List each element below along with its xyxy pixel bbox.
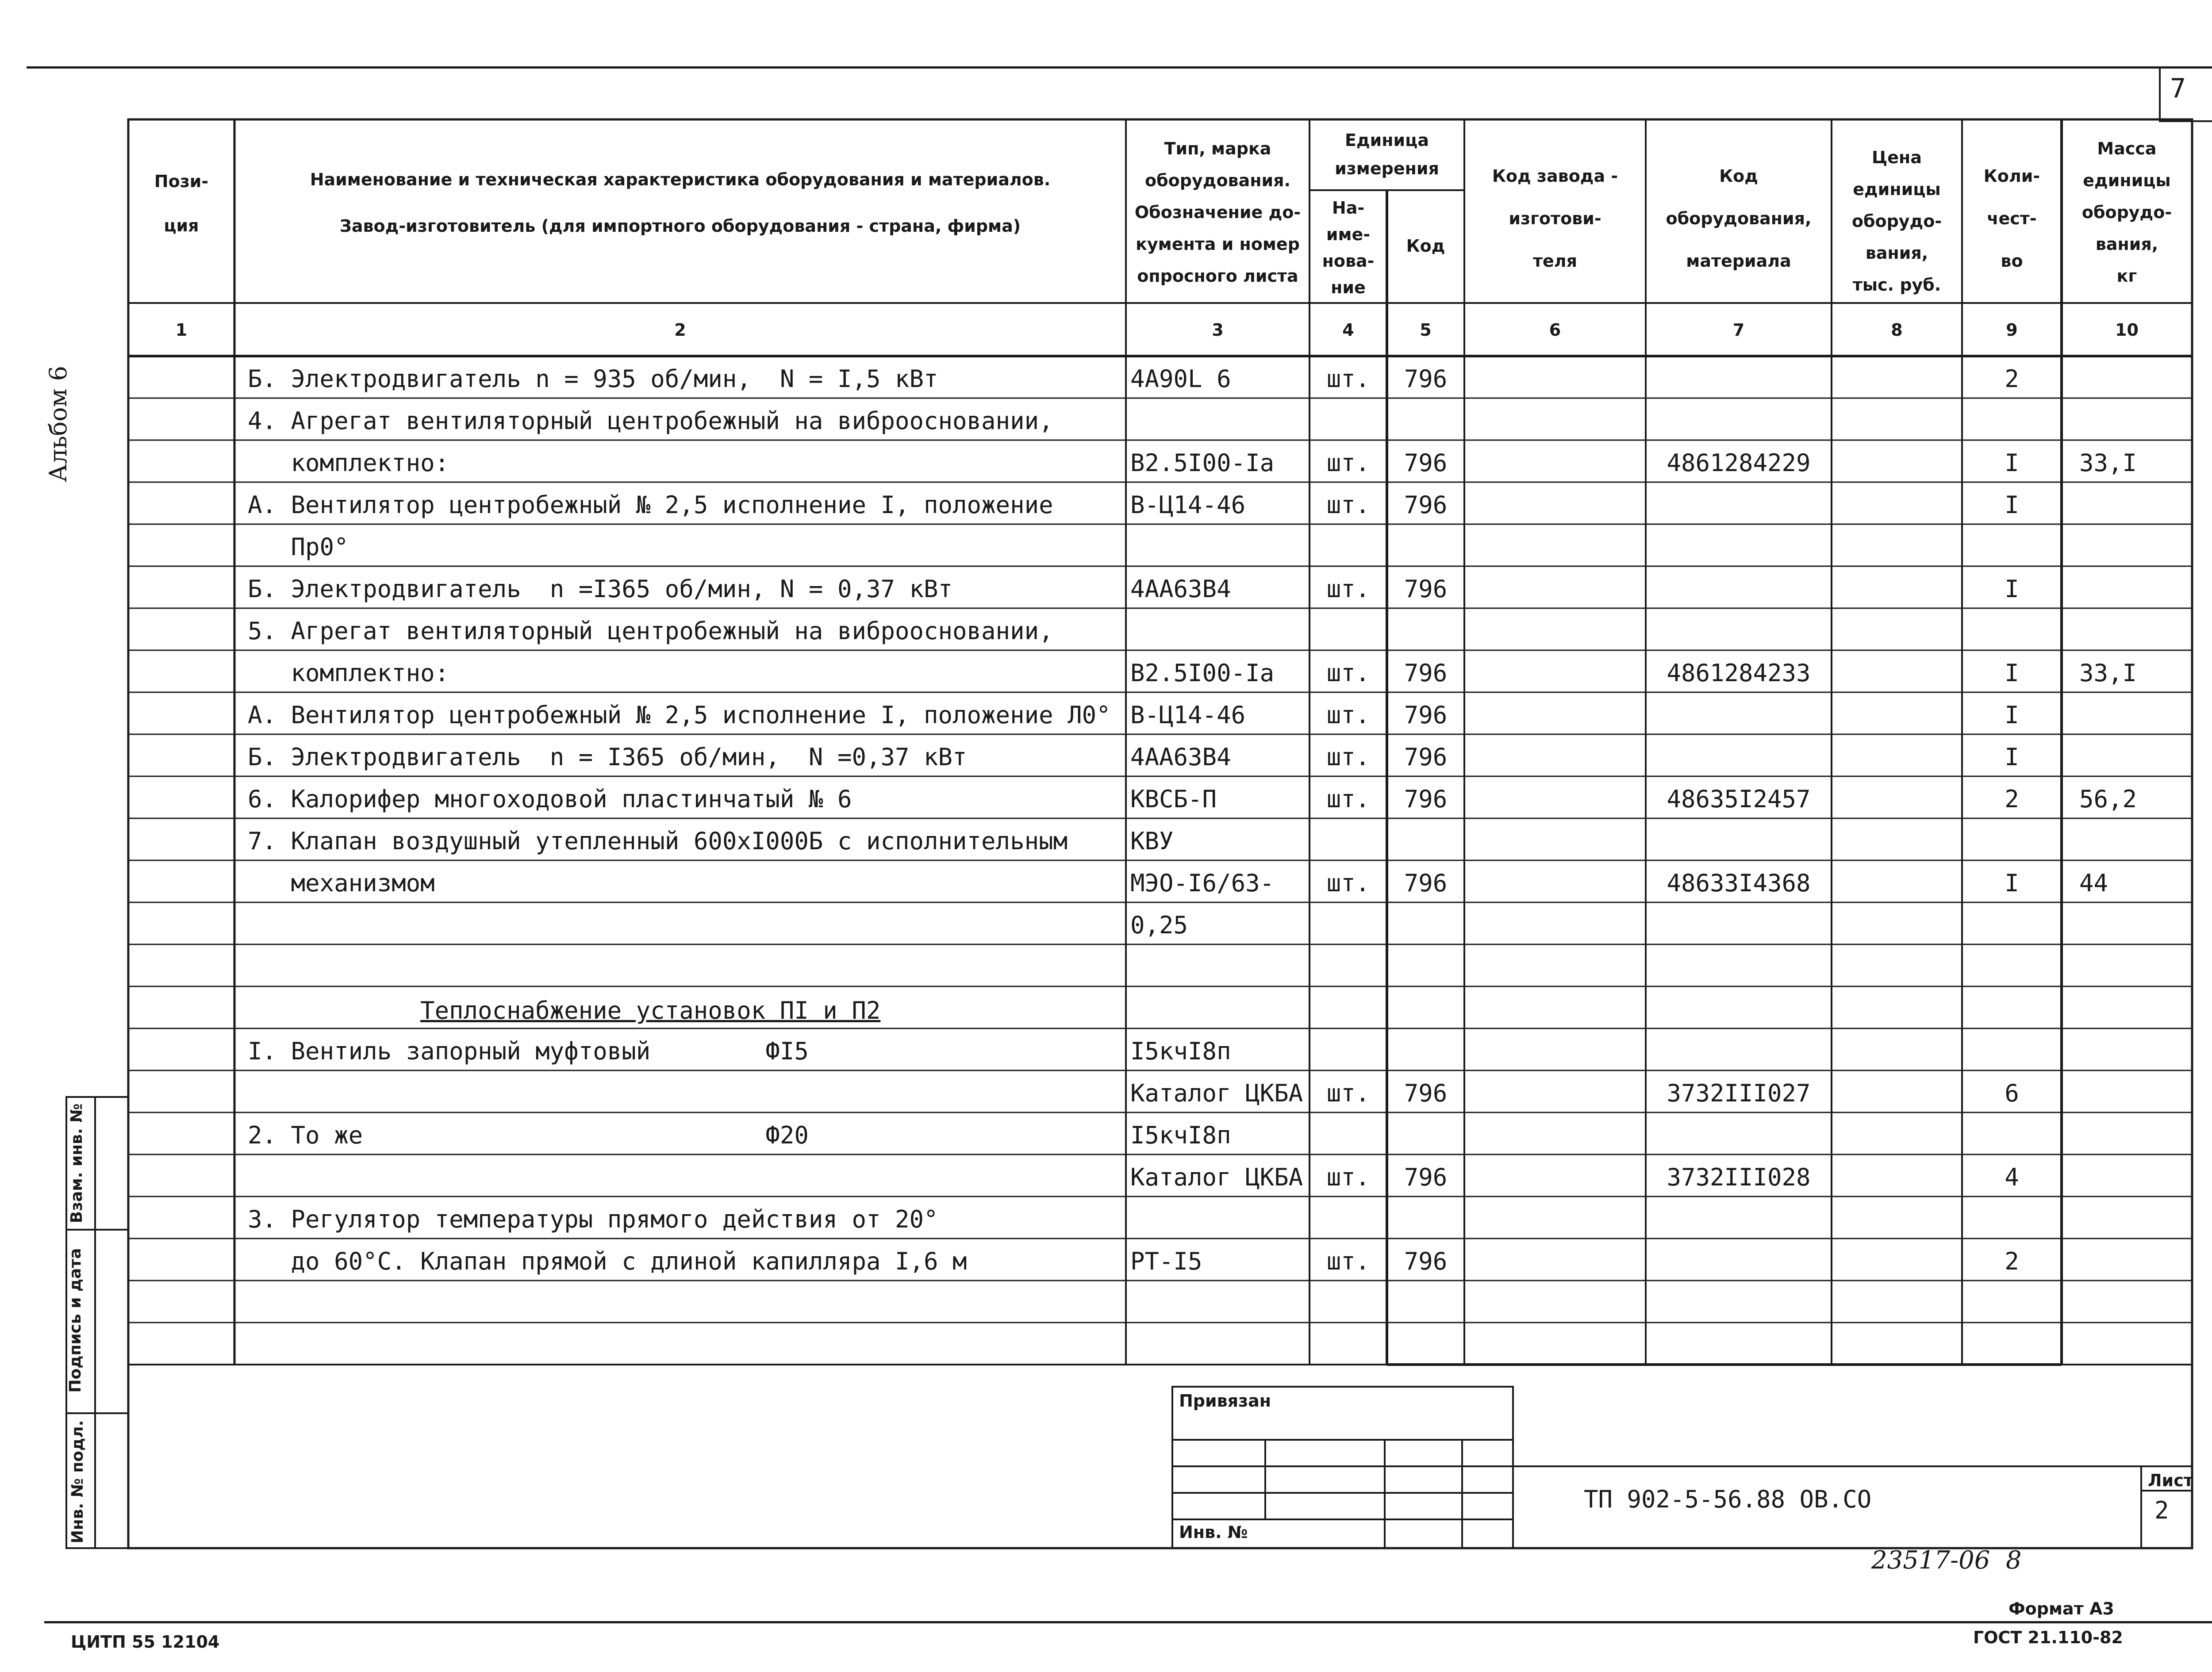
cell-name: 5. Агрегат вентиляторный центробежный на виброосновании, (248, 617, 1053, 645)
column-number-1: 1 (175, 320, 188, 340)
cell-unit: шт. (1326, 869, 1370, 897)
cell-qty: I (2005, 449, 2019, 477)
cell-type: 4АА63В4 (1130, 575, 1231, 603)
cell-code: 796 (1404, 365, 1448, 393)
handwritten-number: 23517-06 8 (1871, 1546, 2022, 1575)
cell-qty: 6 (2005, 1079, 2019, 1107)
cell-type: 4A90L 6 (1130, 365, 1231, 393)
cell-eq: 4861284233 (1667, 659, 1811, 687)
cell-qty: 2 (2005, 1247, 2019, 1275)
cell-name: Б. Электродвигатель n = I365 об/мин, N =0,37 кВт (248, 743, 967, 771)
cell-code: 796 (1404, 575, 1448, 603)
stamp-privyazan: Привязан (1179, 1391, 1271, 1411)
column-number-4: 4 (1342, 320, 1354, 340)
cell-type: КВУ (1130, 827, 1174, 855)
header-unit-group: Единица измерения (1335, 130, 1439, 178)
cell-name: механизмом (248, 869, 435, 897)
header-equipment-code: Код оборудования, материала (1666, 166, 1812, 271)
cell-name: Б. Электродвигатель n =I365 об/мин, N = 0,37 кВт (248, 575, 953, 603)
cell-code: 796 (1404, 743, 1448, 771)
cell-eq: 48635I2457 (1667, 785, 1811, 813)
side-stamp-inv-text: Инв. № подл. (69, 1420, 87, 1544)
header-type: Тип, марка оборудования. Обозначение до- кумента и номер опросного листа (1134, 139, 1301, 286)
cell-unit: шт. (1326, 491, 1370, 519)
cell-mass: 44 (2079, 869, 2108, 897)
cell-name: А. Вентилятор центробежный № 2,5 исполнение I, положение Л0° (248, 701, 1111, 729)
cell-code: 796 (1404, 1079, 1448, 1107)
cell-name: комплектно: (248, 449, 449, 477)
stamp-inv-no: Инв. № (1179, 1522, 1248, 1542)
cell-name: Пр0° (248, 533, 349, 561)
stamp-list-label: Лист (2148, 1471, 2193, 1490)
header-name-line2: Завод-изготовитель (для импортного оборудования - страна, фирма) (339, 216, 1021, 236)
cell-type: КВСБ-П (1130, 785, 1217, 813)
cell-mass: 56,2 (2079, 785, 2137, 813)
cell-qty: I (2005, 869, 2019, 897)
cell-qty: I (2005, 491, 2019, 519)
cell-name: А. Вентилятор центробежный № 2,5 исполнение I, положение (248, 491, 1053, 519)
cell-name: 7. Клапан воздушный утепленный 600хI000Б с исполнительным (248, 827, 1068, 855)
side-stamp-podpis-text: Подпись и дата (66, 1248, 84, 1393)
column-number-8: 8 (1891, 320, 1903, 340)
cell-name: 6. Калорифер многоходовой пластинчатый № 6 (248, 785, 852, 813)
cell-code: 796 (1404, 449, 1448, 477)
cell-type: Каталог ЦКБА (1130, 1163, 1303, 1191)
cell-code: 796 (1404, 785, 1448, 813)
header-unit-name: На- име- нова- ние (1322, 198, 1375, 297)
cell-type: В2.5I00-Iа (1130, 659, 1275, 687)
cell-qty: I (2005, 701, 2019, 729)
cell-eq: 3732III028 (1667, 1163, 1811, 1191)
cell-type: I5кчI8п (1130, 1121, 1231, 1149)
cell-type: Каталог ЦКБА (1130, 1079, 1303, 1107)
cell-code: 796 (1404, 701, 1448, 729)
cell-type: 4АА63В4 (1130, 743, 1231, 771)
section-title: Теплоснабжение установок ПI и П2 (420, 997, 881, 1024)
cell-eq: 48633I4368 (1667, 869, 1811, 897)
cell-mass: 33,I (2079, 659, 2137, 687)
cell-qty: I (2005, 659, 2019, 687)
cityp-label: ЦИТП 55 12104 (71, 1632, 220, 1652)
cell-qty: 4 (2005, 1163, 2019, 1191)
side-stamp-vzam-text: Взам. инв. № (68, 1103, 86, 1223)
header-position: Пози- ция (154, 172, 209, 235)
header-mass: Масса единицы оборудо- вания, кг (2081, 139, 2172, 286)
cell-type: МЭО-I6/63- (1130, 869, 1275, 897)
cell-type: I5кчI8п (1130, 1037, 1231, 1065)
cell-name: 3. Регулятор температуры прямого действия от 20° (248, 1205, 938, 1233)
gost-label: ГОСТ 21.110-82 (1973, 1628, 2123, 1647)
doc-code: ТП 902-5-56.88 ОВ.СО (1584, 1485, 1872, 1513)
cell-code: 796 (1404, 491, 1448, 519)
cell-qty: 2 (2005, 785, 2019, 813)
cell-unit: шт. (1326, 575, 1370, 603)
header-price: Цена единицы оборудо- вания, тыс. руб. (1851, 148, 1942, 295)
cell-qty: I (2005, 575, 2019, 603)
cell-type: В2.5I00-Iа (1130, 449, 1275, 477)
header-factory-code: Код завода - изготови- теля (1492, 166, 1618, 271)
album-label-text: Альбом 6 (44, 365, 72, 482)
cell-unit: шт. (1326, 785, 1370, 813)
column-number-7: 7 (1732, 320, 1745, 340)
cell-unit: шт. (1326, 1079, 1370, 1107)
cell-unit: шт. (1326, 743, 1370, 771)
cell-unit: шт. (1326, 365, 1370, 393)
cell-name: Б. Электродвигатель n = 935 об/мин, N = I,5 кВт (248, 365, 938, 393)
column-number-6: 6 (1549, 320, 1561, 340)
column-number-2: 2 (674, 320, 686, 340)
cell-unit: шт. (1326, 1163, 1370, 1191)
cell-name: до 60°С. Клапан прямой с длиной капилляра I,6 м (248, 1247, 967, 1275)
column-number-5: 5 (1420, 320, 1432, 340)
cell-eq: 3732III027 (1667, 1079, 1811, 1107)
cell-code: 796 (1404, 869, 1448, 897)
column-number-3: 3 (1212, 320, 1224, 340)
header-unit-code: Код (1406, 236, 1445, 256)
cell-type: В-Ц14-46 (1130, 701, 1246, 729)
header-quantity: Коли- чест- во (1983, 166, 2040, 271)
cell-type: 0,25 (1130, 911, 1188, 939)
cell-name: комплектно: (248, 659, 449, 687)
cell-qty: I (2005, 743, 2019, 771)
cell-unit: шт. (1326, 449, 1370, 477)
cell-name: I. Вентиль запорный муфтовый ФI5 (248, 1037, 809, 1065)
cell-unit: шт. (1326, 701, 1370, 729)
column-number-9: 9 (2006, 320, 2018, 340)
header-name-line1: Наименование и техническая характеристика оборудования и материалов. (310, 170, 1051, 189)
column-number-10: 10 (2115, 320, 2139, 340)
cell-code: 796 (1404, 1247, 1448, 1275)
cell-code: 796 (1404, 1163, 1448, 1191)
cell-eq: 4861284229 (1667, 449, 1811, 477)
cell-unit: шт. (1326, 1247, 1370, 1275)
sheet-corner-number: 7 (2170, 73, 2186, 104)
cell-type: РТ-I5 (1130, 1247, 1202, 1275)
cell-unit: шт. (1326, 659, 1370, 687)
cell-mass: 33,I (2079, 449, 2137, 477)
cell-type: В-Ц14-46 (1130, 491, 1246, 519)
cell-name: 4. Агрегат вентиляторный центробежный на виброосновании, (248, 407, 1053, 435)
cell-name: 2. То же Ф20 (248, 1121, 809, 1149)
stamp-list-number: 2 (2154, 1496, 2169, 1524)
cell-code: 796 (1404, 659, 1448, 687)
format-label: Формат А3 (2008, 1599, 2114, 1618)
cell-qty: 2 (2005, 365, 2019, 393)
